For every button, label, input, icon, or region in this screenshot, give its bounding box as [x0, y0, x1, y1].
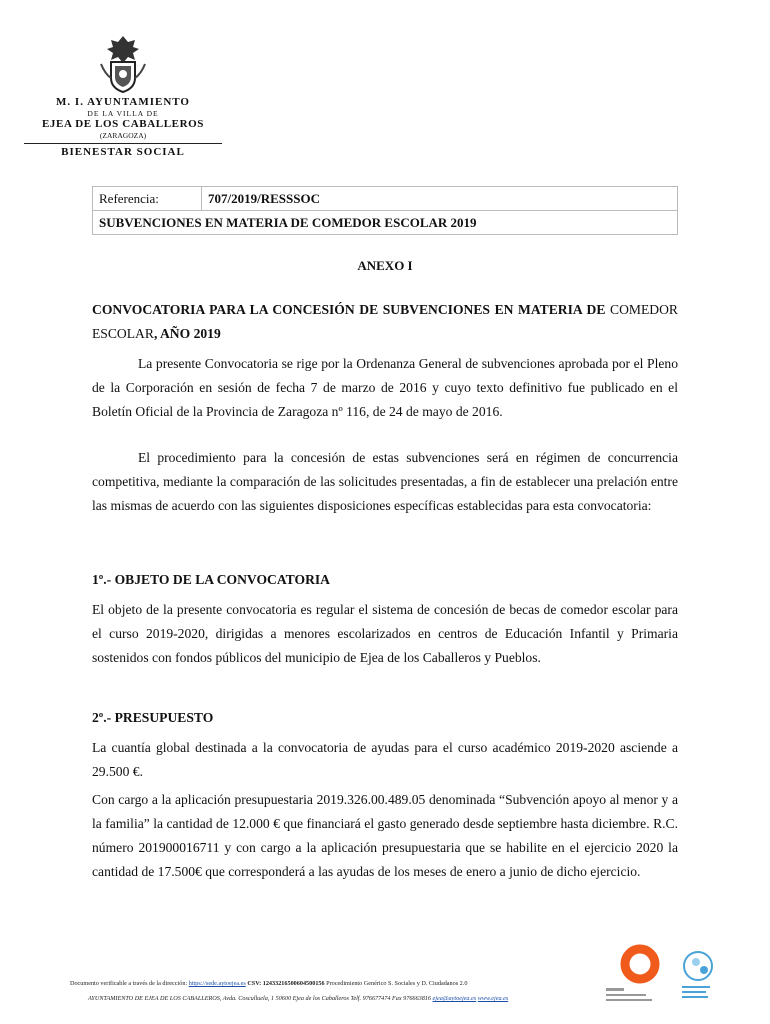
letterhead-line3: EJEA DE LOS CABALLEROS	[41, 118, 205, 130]
intro-paragraph-1-block	[92, 352, 678, 424]
letterhead	[24, 34, 222, 158]
section-2	[92, 706, 678, 884]
intro-paragraph-2: El procedimiento para la concesión de estas subvenciones será en régimen de concurrencia competitiva, mediante la comparación de las solicitudes presentadas, a fin de establecer una prelación entre las mismas de acuerdo con las siguientes disposiciones específicas establecidas para esta convocatoria:	[92, 450, 678, 513]
coat-of-arms-icon	[95, 34, 151, 94]
verify-link[interactable]: https://sede.aytoejea.es	[188, 980, 246, 987]
section-1-text: El objeto de la presente convocatoria es regular el sistema de concesión de becas de comedor escolar para el curso 2019-2020, dirigidas a menores escolarizados en centros de Educación Infantil y Primaria sostenidos con fondos públicos del municipio de Ejea de los Caballeros y Pueblos.	[92, 602, 678, 665]
department-name: BIENESTAR SOCIAL	[61, 146, 185, 158]
address-text: AYUNTAMIENTO DE EJEA DE LOS CABALLEROS, Avda. Cosculluela, 1 50600 Ejea de los Caballeros Telf. 976677474 Fax 976663816	[88, 995, 433, 1002]
section-2-heading: 2º.- PRESUPUESTO	[92, 710, 214, 725]
email-link[interactable]: ejea@aytoejea.es	[432, 995, 477, 1002]
letterhead-divider	[24, 143, 222, 144]
reference-label: Referencia:	[93, 187, 202, 211]
section-2-text: La cuantía global destinada a la convocatoria de ayudas para el curso académico 2019-2020 asciende a 29.500 €.	[92, 740, 678, 779]
section-1-heading: 1º.- OBJETO DE LA CONVOCATORIA	[92, 572, 330, 587]
reference-value: 707/2019/RESSSOC	[202, 187, 678, 211]
section-2-text-2: Con cargo a la aplicación presupuestaria 2019.326.00.489.05 denominada “Subvención apoyo al menor y a la familia” la cantidad de 12.000 € que financiará el gasto generado desde septiembre hasta diciembre. R.C. número 201900016711 y con cargo a la aplicación presupuestaria que se habilite en el ejercicio 2020 la cantidad de 17.500€ que corresponderá a las ayudas de los meses de enero a junio de dicho ejercicio.	[92, 792, 678, 879]
web-link[interactable]: www.ejea.es	[477, 995, 509, 1002]
letterhead-line1: M. I. AYUNTAMIENTO	[56, 96, 190, 108]
document-title-subject: COMEDOR ESCOLAR	[92, 302, 678, 341]
document-title-year: , AÑO 2019	[153, 326, 221, 341]
address-line	[88, 995, 508, 1002]
letterhead-line4: (ZARAGOZA)	[99, 131, 147, 140]
verification-line	[70, 980, 467, 987]
intro-paragraph-2-block	[92, 446, 678, 518]
orange-ring-logo-icon	[602, 944, 672, 1006]
procedure-name: Procedimiento Genérico S. Sociales y D. Ciudadanos 2.0	[324, 980, 468, 987]
csv-code: CSV: 12433216500604500156	[245, 980, 325, 987]
letterhead-line2: DE LA VILLA DE	[87, 109, 159, 118]
verify-prefix: Documento verificable a través de la dirección:	[70, 980, 189, 987]
annex-title: ANEXO I	[357, 258, 413, 273]
reference-table	[92, 186, 678, 235]
intro-paragraph-1: La presente Convocatoria se rige por la Ordenanza General de subvenciones aprobada por el Pleno de la Corporación en sesión de fecha 7 de marzo de 2016 y cuyo texto definitivo fue publicado en el Boletín Oficial de la Provincia de Zaragoza nº 116, de 24 de mayo de 2016.	[92, 356, 678, 419]
reference-subject: SUBVENCIONES EN MATERIA DE COMEDOR ESCOLAR 2019	[93, 211, 678, 235]
document-title	[92, 298, 678, 346]
section-1	[92, 568, 678, 670]
document-title-main: CONVOCATORIA PARA LA CONCESIÓN DE SUBVENCIONES EN MATERIA DE	[92, 302, 606, 317]
children-friendly-city-logo-icon	[676, 944, 736, 1006]
